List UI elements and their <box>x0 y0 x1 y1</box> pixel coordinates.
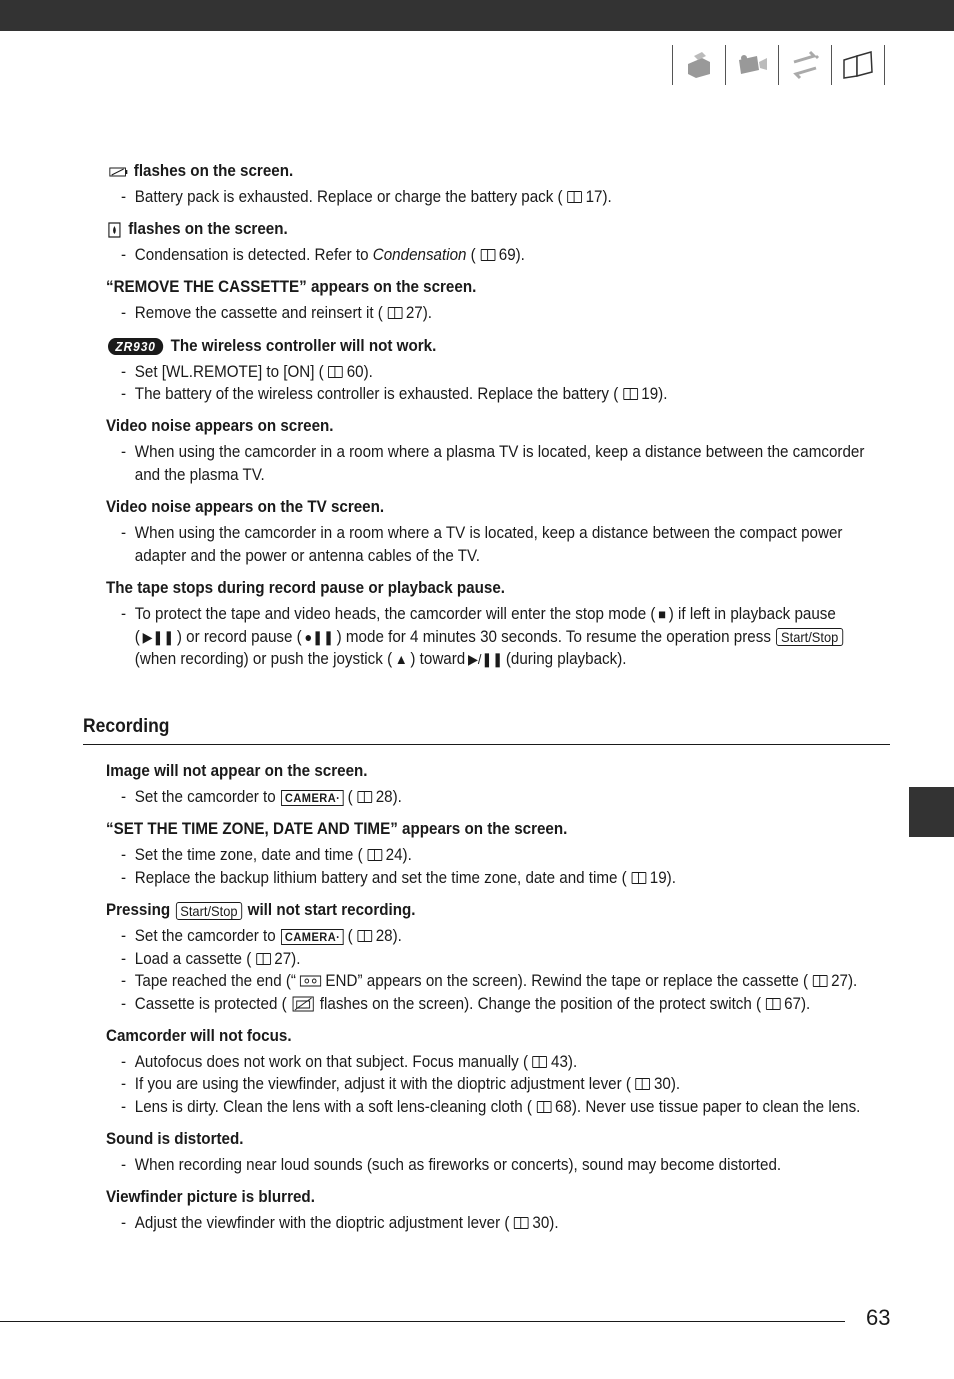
book-icon[interactable] <box>831 45 885 85</box>
start-stop-button-icon: Start/Stop <box>176 902 242 920</box>
camera-icon[interactable] <box>725 45 778 85</box>
book-ref-icon <box>480 249 495 261</box>
bullet-dash: - <box>121 605 127 623</box>
bullet-dash: - <box>121 1053 127 1071</box>
item-heading: flashes on the screen. <box>108 162 293 181</box>
book-ref-icon <box>387 307 402 319</box>
connections-icon[interactable] <box>778 45 831 85</box>
joystick-up-icon: ▲ <box>394 651 408 667</box>
record-pause-icon: ●❚❚ <box>304 628 334 645</box>
book-ref-icon <box>813 975 828 987</box>
bullet-dash: - <box>121 1098 127 1116</box>
section-title: Recording <box>83 716 170 737</box>
start-stop-button-icon: Start/Stop <box>776 628 842 646</box>
bullet-dash: - <box>121 927 127 945</box>
bullet-dash: - <box>121 972 127 990</box>
section-nav <box>672 45 885 85</box>
item-heading: Viewfinder picture is blurred. <box>106 1188 315 1206</box>
item-heading: The tape stops during record pause or playback pause. <box>106 579 506 597</box>
item-heading: flashes on the screen. <box>108 220 288 239</box>
item-heading: Video noise appears on the TV screen. <box>106 498 385 516</box>
bullet-dash: - <box>121 1075 127 1093</box>
bullet-dash: - <box>121 788 127 806</box>
book-ref-icon <box>623 388 638 400</box>
book-ref-icon <box>357 930 372 942</box>
book-ref-icon <box>328 366 343 378</box>
item-heading: ZR930 The wireless controller will not work. <box>108 337 436 356</box>
bullet-dash: - <box>121 950 127 968</box>
footer-divider <box>0 1321 845 1322</box>
book-ref-icon <box>631 872 646 884</box>
section-divider <box>83 744 890 745</box>
play-pause-icon: ▶/❚❚ <box>467 651 504 667</box>
book-ref-icon <box>357 791 372 803</box>
bullet-dash: - <box>121 1214 127 1232</box>
item-heading: Sound is distorted. <box>106 1130 244 1148</box>
getting-ready-icon[interactable] <box>672 45 725 85</box>
page-number: 63 <box>866 1305 891 1330</box>
book-ref-icon <box>367 849 382 861</box>
stop-icon: ■ <box>658 606 666 622</box>
chapter-tab <box>909 787 954 837</box>
item-heading: Image will not appear on the screen. <box>106 762 368 780</box>
model-badge: ZR930 <box>108 338 163 355</box>
bullet-dash: - <box>121 385 127 403</box>
camera-mode-icon: CAMERA· <box>281 790 344 806</box>
item-heading: Video noise appears on screen. <box>106 417 334 435</box>
item-heading: “REMOVE THE CASSETTE” appears on the screen. <box>106 278 477 296</box>
bullet-dash: - <box>121 846 127 864</box>
battery-icon <box>108 166 128 178</box>
book-ref-icon <box>533 1056 548 1068</box>
bullet-dash: - <box>121 304 127 322</box>
bullet-dash: - <box>121 363 127 381</box>
bullet-dash: - <box>121 869 127 887</box>
book-ref-icon <box>537 1101 552 1113</box>
item-heading: Camcorder will not focus. <box>106 1027 292 1045</box>
bullet-dash: - <box>121 188 127 206</box>
camera-mode-icon: CAMERA· <box>281 929 344 945</box>
item-heading: “SET THE TIME ZONE, DATE AND TIME” appears on the screen. <box>106 820 568 838</box>
bullet-dash: - <box>121 524 127 542</box>
book-ref-icon <box>514 1217 529 1229</box>
bullet-dash: - <box>121 1156 127 1174</box>
bullet-dash: - <box>121 995 127 1013</box>
bullet-dash: - <box>121 443 127 461</box>
top-bar <box>0 0 954 31</box>
book-ref-icon <box>567 191 582 203</box>
condensation-icon <box>108 222 121 238</box>
cassette-icon <box>300 975 322 987</box>
book-ref-icon <box>256 953 271 965</box>
play-pause-icon: ▶❚❚ <box>142 628 175 645</box>
item-heading: Pressing Start/Stop will not start recording. <box>106 901 416 919</box>
book-ref-icon <box>766 998 781 1010</box>
book-ref-icon <box>636 1078 651 1090</box>
bullet-dash: - <box>121 246 127 264</box>
protected-cassette-icon <box>292 996 314 1012</box>
